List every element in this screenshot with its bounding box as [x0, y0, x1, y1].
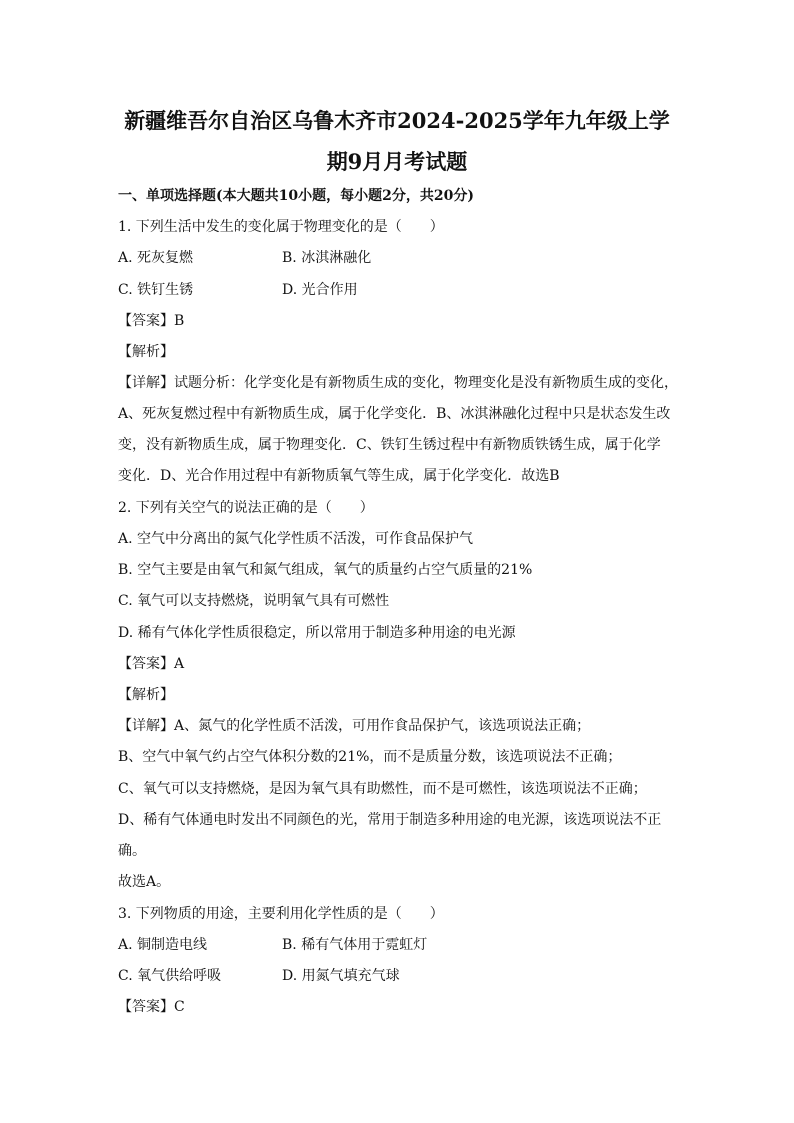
question-3-option-c: C. 氧气供给呼吸: [118, 968, 222, 984]
question-1-stem: 1. 下列生活中发生的变化属于物理变化的是（ ）: [118, 219, 444, 235]
question-1-detail-line: A、死灰复燃过程中有新物质生成，属于化学变化．B、冰淇淋融化过程中只是状态发生改: [118, 406, 671, 422]
question-3-option-a: A. 铜制造电线: [118, 937, 208, 953]
document-title-line-2: 期9月月考试题: [326, 149, 468, 174]
question-1-option-d: D. 光合作用: [282, 282, 358, 298]
question-1-analysis-label: 【解析】: [118, 344, 174, 360]
question-1-answer: 【答案】B: [118, 313, 185, 329]
question-2-option-c: C. 氧气可以支持燃烧，说明氧气具有可燃性: [118, 593, 390, 609]
question-2-detail-line: 【详解】A、氮气的化学性质不活泼，可用作食品保护气，该选项说法正确；: [118, 718, 591, 734]
question-3-answer: 【答案】C: [118, 999, 185, 1015]
question-3-option-d: D. 用氮气填充气球: [282, 968, 400, 984]
question-1-option-c: C. 铁钉生锈: [118, 282, 194, 298]
question-2-answer: 【答案】A: [118, 656, 185, 672]
question-1-option-a: A. 死灰复燃: [118, 250, 194, 266]
question-2-detail-line: 确。: [118, 843, 146, 859]
question-2-detail-line: C、氧气可以支持燃烧，是因为氧气具有助燃性，而不是可燃性，该选项说法不正确；: [118, 781, 647, 797]
question-1-option-b: B. 冰淇淋融化: [282, 250, 372, 266]
question-2-option-d: D. 稀有气体化学性质很稳定，所以常用于制造多种用途的电光源: [118, 625, 516, 641]
question-2-detail-line: 故选A。: [118, 874, 171, 890]
question-2-detail-line: D、稀有气体通电时发出不同颜色的光，常用于制造多种用途的电光源，该选项说法不正: [118, 812, 662, 828]
section-heading: 一、单项选择题(本大题共10小题，每小题2分，共20分): [118, 188, 474, 204]
document-title-line-1: 新疆维吾尔自治区乌鲁木齐市2024-2025学年九年级上学: [124, 108, 670, 133]
question-1-detail-line: 变，没有新物质生成，属于物理变化．C、铁钉生锈过程中有新物质铁锈生成，属于化学: [118, 437, 661, 453]
question-2-detail-line: B、空气中氧气约占空气体积分数的21%，而不是质量分数，该选项说法不正确；: [118, 749, 622, 765]
question-1-detail-line: 【详解】试题分析：化学变化是有新物质生成的变化，物理变化是没有新物质生成的变化，: [118, 375, 678, 391]
question-3-stem: 3. 下列物质的用途，主要利用化学性质的是（ ）: [118, 906, 444, 922]
question-3-option-b: B. 稀有气体用于霓虹灯: [282, 937, 428, 953]
question-2-analysis-label: 【解析】: [118, 687, 174, 703]
question-2-option-a: A. 空气中分离出的氮气化学性质不活泼，可作食品保护气: [118, 531, 474, 547]
question-2-option-b: B. 空气主要是由氧气和氮气组成，氧气的质量约占空气质量的21%: [118, 562, 533, 578]
question-2-stem: 2. 下列有关空气的说法正确的是（ ）: [118, 500, 374, 516]
question-1-detail-line: 变化．D、光合作用过程中有新物质氧气等生成，属于化学变化．故选B: [118, 468, 560, 484]
